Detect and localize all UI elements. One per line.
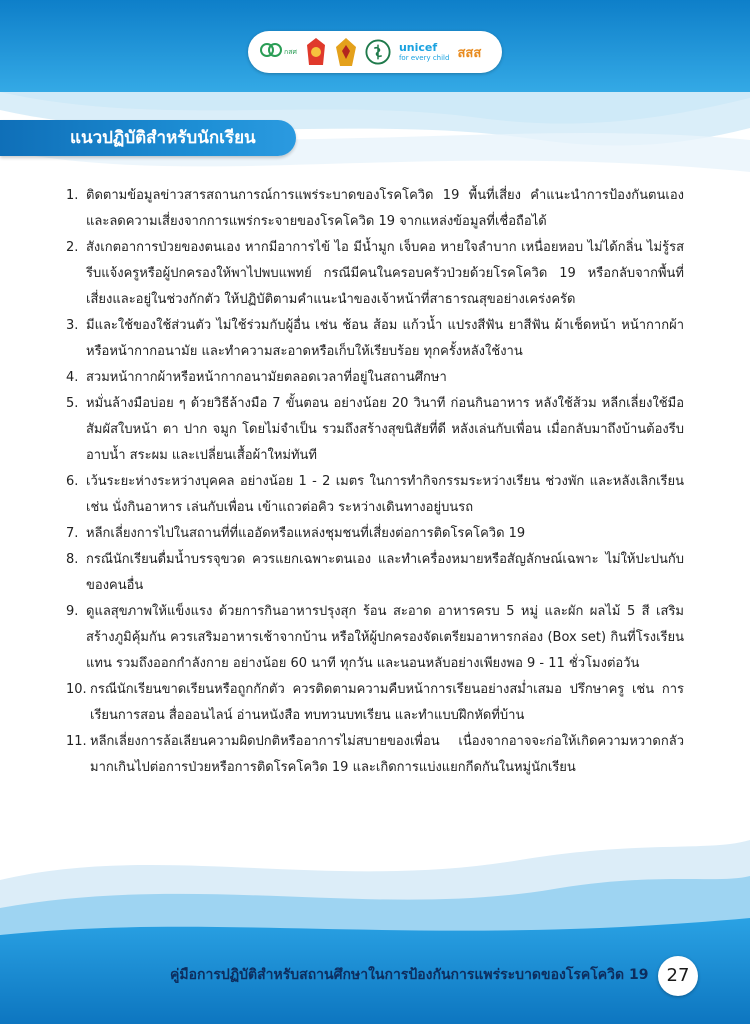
guideline-item — [66, 365, 684, 391]
guideline-item — [66, 599, 684, 677]
guidelines-list — [66, 183, 684, 781]
unicef-logo — [399, 42, 449, 62]
footer — [0, 930, 750, 1024]
guideline-text: มีและใช้ของใช้ส่วนตัว ไม่ใช้ร่วมกับผู้อื่น เช่น ช้อน ส้อม แก้วน้ำ แปรงสีฟัน ยาสีฟัน ผ้าเช็ดหน้า หน้ากากผ้าหรือหน้ากากอนามัย และทำความสะอาดหรือเก็บให้เรียบร้อย ทุกครั้งหลังใช้งาน — [86, 318, 684, 359]
guideline-text: หลีกเลี่ยงการล้อเลียนความผิดปกติหรืออาการไม่สบายของเพื่อน เนื่องจากอาจจะก่อให้เกิดความหวาดกลัวมากเกินไปต่อการป่วยหรือการติดโรคโควิด 19 และเกิดการแบ่งแยกกีดกันในหมู่นักเรียน — [90, 734, 684, 775]
guideline-item — [66, 469, 684, 521]
unicef-tagline: for every child — [398, 54, 450, 62]
guideline-item — [66, 391, 684, 469]
guideline-text: สังเกตอาการป่วยของตนเอง หากมีอาการไข้ ไอ มีน้ำมูก เจ็บคอ หายใจลำบาก เหนื่อยหอบ ไม่ได้กลิ่น ไม่รู้รส รีบแจ้งครูหรือผู้ปกครองให้พาไปพบแพทย์ กรณีมีคนในครอบครัวป่วยด้วยโรคโควิด 19 หรือกลับจากพื้นที่เสี่ยงและอยู่ในช่วงกักตัว ให้ปฏิบัติตามคำแนะนำของเจ้าหน้าที่สาธารณสุขอย่างเคร่งครัด — [86, 240, 684, 307]
guideline-number: 3. — [66, 318, 79, 333]
guideline-number: 5. — [66, 396, 79, 411]
guideline-number: 9. — [66, 604, 79, 619]
guideline-text: กรณีนักเรียนขาดเรียนหรือถูกกักตัว ควรติดตามความคืบหน้าการเรียนอย่างสม่ำเสมอ ปรึกษาครู เช่น การเรียนการสอน สื่อออนไลน์ อ่านหนังสือ ทบทวนบทเรียน และทำแบบฝึกหัดที่บ้าน — [90, 682, 684, 723]
guideline-number: 8. — [66, 552, 79, 567]
guideline-text: ติดตามข้อมูลข่าวสารสถานการณ์การแพร่ระบาดของโรคโควิด 19 พื้นที่เสี่ยง คำแนะนำการป้องกันตนเอง และลดความเสี่ยงจากการแพร่กระจายของโรคโควิด 19 จากแหล่งข้อมูลที่เชื่อถือได้ — [86, 188, 684, 229]
footer-title: คู่มือการปฏิบัติสำหรับสถานศึกษาในการป้องกันการแพร่ระบาดของโรคโควิด 19 — [170, 967, 649, 983]
guideline-item — [66, 235, 684, 313]
partner-logo-bar — [248, 31, 502, 73]
guideline-number: 7. — [66, 526, 79, 541]
guideline-number: 4. — [66, 370, 79, 385]
page-number: 27 — [666, 965, 690, 986]
guidelines-content — [66, 183, 684, 781]
guideline-number: 11. — [66, 734, 87, 749]
unicef-logo-text: unicef — [398, 41, 438, 54]
section-header-banner — [0, 120, 296, 156]
obec-emblem-icon — [335, 37, 357, 67]
thaihealth-logo — [457, 42, 481, 63]
guideline-item — [66, 547, 684, 599]
guideline-item — [66, 313, 684, 365]
section-title: แนวปฏิบัติสำหรับนักเรียน — [70, 128, 256, 148]
guideline-number: 10. — [66, 682, 87, 697]
guideline-number: 1. — [66, 188, 79, 203]
guideline-item — [66, 183, 684, 235]
guideline-item — [66, 521, 684, 547]
guideline-text: ดูแลสุขภาพให้แข็งแรง ด้วยการกินอาหารปรุงสุก ร้อน สะอาด อาหารครบ 5 หมู่ และผัก ผลไม้ 5 สี เสริมสร้างภูมิคุ้มกัน ควรเสริมอาหารเช้าจากบ้าน หรือให้ผู้ปกครองจัดเตรียมอาหารกล่อง (Box set) กินที่โรงเรียนแทน รวมถึงออกกำลังกาย อย่างน้อย 60 นาที ทุกวัน และนอนหลับอย่างเพียงพอ 9 - 11 ชั่วโมงต่อวัน — [86, 604, 684, 671]
page-number-badge — [658, 956, 698, 996]
guideline-item — [66, 729, 684, 781]
moph-emblem-icon — [365, 39, 391, 65]
moe-seal-icon — [305, 37, 327, 67]
thaihealth-logo-text: สสส — [457, 45, 482, 61]
guideline-number: 6. — [66, 474, 79, 489]
kss-logo — [258, 39, 297, 65]
guideline-text: สวมหน้ากากผ้าหรือหน้ากากอนามัยตลอดเวลาที่อยู่ในสถานศึกษา — [86, 370, 447, 385]
guideline-text: หลีกเลี่ยงการไปในสถานที่ที่แออัดหรือแหล่งชุมชนที่เสี่ยงต่อการติดโรคโควิด 19 — [86, 526, 526, 541]
kss-logo-text: กสศ — [284, 47, 297, 56]
guideline-item — [66, 677, 684, 729]
guideline-number: 2. — [66, 240, 79, 255]
guideline-text: เว้นระยะห่างระหว่างบุคคล อย่างน้อย 1 - 2 เมตร ในการทำกิจกรรมระหว่างเรียน ช่วงพัก และหลังเลิกเรียน เช่น นั่งกินอาหาร เล่นกับเพื่อน เข้าแถวต่อคิว ระหว่างเดินทางอยู่บนรถ — [86, 474, 684, 515]
guideline-text: กรณีนักเรียนดื่มน้ำบรรจุขวด ควรแยกเฉพาะตนเอง และทำเครื่องหมายหรือสัญลักษณ์เฉพาะ ไม่ให้ปะปนกับของคนอื่น — [86, 552, 684, 593]
guideline-text: หมั่นล้างมือบ่อย ๆ ด้วยวิธีล้างมือ 7 ขั้นตอน อย่างน้อย 20 วินาที ก่อนกินอาหาร หลังใช้ส้วม หลีกเลี่ยงใช้มือสัมผัสใบหน้า ตา ปาก จมูก โดยไม่จำเป็น รวมถึงสร้างสุขนิสัยที่ดี หลังเล่นกับเพื่อน เมื่อกลับมาถึงบ้านต้องรีบอาบน้ำ สระผม และเปลี่ยนเสื้อผ้าใหม่ทันที — [86, 396, 684, 463]
